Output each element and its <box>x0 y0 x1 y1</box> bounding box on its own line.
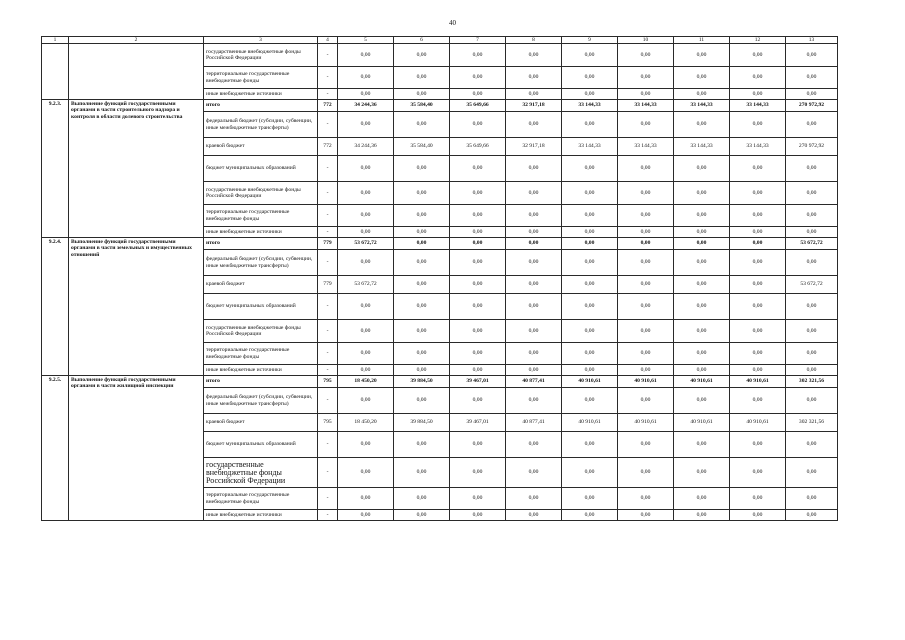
amount-cell: 0,00 <box>506 276 562 294</box>
amount-cell: 0,00 <box>730 432 786 458</box>
amount-cell: 0,00 <box>618 227 674 238</box>
budget-code: 795 <box>318 376 338 388</box>
amount-cell: 0,00 <box>450 44 506 67</box>
amount-cell: 0,00 <box>730 320 786 343</box>
amount-cell: 0,00 <box>506 294 562 320</box>
amount-cell: 0,00 <box>506 182 562 205</box>
amount-cell: 53 672,72 <box>338 276 394 294</box>
amount-cell: 0,00 <box>618 182 674 205</box>
column-number: 10 <box>618 37 674 44</box>
amount-cell: 33 144,33 <box>618 138 674 156</box>
amount-cell: 0,00 <box>674 294 730 320</box>
amount-cell: 40 910,61 <box>730 414 786 432</box>
column-number: 2 <box>69 37 204 44</box>
amount-cell: 0,00 <box>394 294 450 320</box>
table-row <box>42 238 838 250</box>
column-number: 6 <box>394 37 450 44</box>
amount-cell: 0,00 <box>618 89 674 100</box>
amount-cell: 0,00 <box>786 294 838 320</box>
amount-cell: 40 910,61 <box>618 414 674 432</box>
funding-source: бюджет муниципальных образований <box>204 156 318 182</box>
amount-cell: 0,00 <box>730 205 786 227</box>
column-number: 4 <box>318 37 338 44</box>
funding-source: федеральный бюджет (субсидии, субвенции, иные межбюджетные трансферты) <box>204 388 318 414</box>
amount-cell: 40 910,61 <box>618 376 674 388</box>
amount-cell: 0,00 <box>730 343 786 365</box>
item-code: 9.2.3. <box>42 100 69 238</box>
amount-cell: 0,00 <box>786 320 838 343</box>
funding-source: территориальные государственные внебюджетные фонды <box>204 67 318 89</box>
amount-cell: 0,00 <box>562 238 618 250</box>
funding-source: иные внебюджетные источники <box>204 510 318 521</box>
funding-source: иные внебюджетные источники <box>204 365 318 376</box>
amount-cell: 0,00 <box>730 182 786 205</box>
budget-code: 772 <box>318 138 338 156</box>
amount-cell: 0,00 <box>730 227 786 238</box>
budget-code: 772 <box>318 100 338 112</box>
amount-cell: 0,00 <box>674 510 730 521</box>
amount-cell: 0,00 <box>674 238 730 250</box>
amount-cell: 0,00 <box>394 238 450 250</box>
item-code: 9.2.5. <box>42 376 69 521</box>
item-title: Выполнение функций государственными органами в части земельных и имущественных отношений <box>69 238 204 376</box>
amount-cell: 0,00 <box>674 388 730 414</box>
amount-cell: 0,00 <box>338 488 394 510</box>
amount-cell: 0,00 <box>674 458 730 488</box>
amount-cell: 35 584,40 <box>394 138 450 156</box>
item-title <box>69 44 204 100</box>
amount-cell: 0,00 <box>338 250 394 276</box>
column-number: 7 <box>450 37 506 44</box>
amount-cell: 33 144,33 <box>674 138 730 156</box>
amount-cell: 0,00 <box>506 89 562 100</box>
budget-code: - <box>318 205 338 227</box>
funding-source: территориальные государственные внебюджетные фонды <box>204 343 318 365</box>
budget-code: - <box>318 294 338 320</box>
amount-cell: 0,00 <box>674 432 730 458</box>
amount-cell: 0,00 <box>450 510 506 521</box>
amount-cell: 0,00 <box>562 89 618 100</box>
budget-code: - <box>318 510 338 521</box>
table-row <box>42 376 838 388</box>
amount-cell: 0,00 <box>338 89 394 100</box>
amount-cell: 0,00 <box>450 156 506 182</box>
header-row <box>42 37 838 44</box>
budget-table <box>41 36 838 521</box>
amount-cell: 0,00 <box>506 388 562 414</box>
amount-cell: 0,00 <box>450 320 506 343</box>
amount-cell: 39 884,50 <box>394 414 450 432</box>
item-code <box>42 44 69 100</box>
budget-code: 795 <box>318 414 338 432</box>
amount-cell: 0,00 <box>338 388 394 414</box>
amount-cell: 0,00 <box>562 488 618 510</box>
amount-cell: 0,00 <box>394 182 450 205</box>
column-number: 1 <box>42 37 69 44</box>
budget-code: - <box>318 365 338 376</box>
amount-cell: 0,00 <box>618 112 674 138</box>
budget-code: - <box>318 320 338 343</box>
amount-cell: 302 321,56 <box>786 414 838 432</box>
amount-cell: 0,00 <box>730 44 786 67</box>
table-body <box>42 37 838 521</box>
column-number: 9 <box>562 37 618 44</box>
amount-cell: 0,00 <box>394 432 450 458</box>
amount-cell: 33 144,33 <box>674 100 730 112</box>
amount-cell: 0,00 <box>450 112 506 138</box>
amount-cell: 0,00 <box>506 343 562 365</box>
amount-cell: 0,00 <box>730 294 786 320</box>
budget-code: 779 <box>318 276 338 294</box>
amount-cell: 0,00 <box>338 44 394 67</box>
amount-cell: 0,00 <box>562 67 618 89</box>
amount-cell: 0,00 <box>450 343 506 365</box>
amount-cell: 40 910,61 <box>562 414 618 432</box>
amount-cell: 0,00 <box>562 388 618 414</box>
amount-cell: 0,00 <box>394 44 450 67</box>
amount-cell: 0,00 <box>786 227 838 238</box>
amount-cell: 0,00 <box>618 365 674 376</box>
amount-cell: 0,00 <box>450 182 506 205</box>
amount-cell: 0,00 <box>618 276 674 294</box>
page-number: 40 <box>449 19 456 27</box>
amount-cell: 0,00 <box>674 89 730 100</box>
amount-cell: 0,00 <box>618 320 674 343</box>
amount-cell: 0,00 <box>786 250 838 276</box>
amount-cell: 0,00 <box>786 458 838 488</box>
amount-cell: 0,00 <box>786 432 838 458</box>
amount-cell: 0,00 <box>674 67 730 89</box>
amount-cell: 0,00 <box>394 388 450 414</box>
item-title: Выполнение функций государственными органами в части строительного надзора и контроля в области долевого строительства <box>69 100 204 238</box>
amount-cell: 0,00 <box>730 365 786 376</box>
amount-cell: 0,00 <box>394 458 450 488</box>
amount-cell: 0,00 <box>674 44 730 67</box>
amount-cell: 0,00 <box>618 432 674 458</box>
amount-cell: 270 972,92 <box>786 138 838 156</box>
amount-cell: 0,00 <box>450 250 506 276</box>
amount-cell: 0,00 <box>618 294 674 320</box>
amount-cell: 0,00 <box>562 320 618 343</box>
column-number: 13 <box>786 37 838 44</box>
amount-cell: 0,00 <box>394 510 450 521</box>
amount-cell: 0,00 <box>506 112 562 138</box>
amount-cell: 0,00 <box>674 227 730 238</box>
funding-source: итого <box>204 376 318 388</box>
amount-cell: 0,00 <box>450 458 506 488</box>
amount-cell: 0,00 <box>394 343 450 365</box>
amount-cell: 0,00 <box>506 205 562 227</box>
amount-cell: 0,00 <box>506 510 562 521</box>
amount-cell: 53 672,72 <box>786 238 838 250</box>
amount-cell: 40 877,41 <box>506 414 562 432</box>
amount-cell: 40 910,61 <box>674 414 730 432</box>
funding-source: государственные внебюджетные фонды Российской Федерации <box>204 182 318 205</box>
budget-code: - <box>318 227 338 238</box>
amount-cell: 32 917,18 <box>506 100 562 112</box>
amount-cell: 0,00 <box>618 510 674 521</box>
amount-cell: 0,00 <box>506 458 562 488</box>
amount-cell: 0,00 <box>506 156 562 182</box>
amount-cell: 0,00 <box>562 510 618 521</box>
funding-source: бюджет муниципальных образований <box>204 294 318 320</box>
amount-cell: 34 244,36 <box>338 100 394 112</box>
amount-cell: 0,00 <box>786 67 838 89</box>
amount-cell: 0,00 <box>450 276 506 294</box>
amount-cell: 0,00 <box>674 488 730 510</box>
amount-cell: 0,00 <box>562 112 618 138</box>
amount-cell: 0,00 <box>786 388 838 414</box>
amount-cell: 18 450,20 <box>338 376 394 388</box>
amount-cell: 0,00 <box>506 488 562 510</box>
amount-cell: 302 321,56 <box>786 376 838 388</box>
column-number: 5 <box>338 37 394 44</box>
amount-cell: 0,00 <box>674 365 730 376</box>
amount-cell: 0,00 <box>730 388 786 414</box>
amount-cell: 39 467,01 <box>450 376 506 388</box>
amount-cell: 0,00 <box>618 343 674 365</box>
amount-cell: 0,00 <box>786 488 838 510</box>
funding-source: государственные внебюджетные фонды Российской Федерации <box>204 320 318 343</box>
budget-code: 779 <box>318 238 338 250</box>
amount-cell: 0,00 <box>338 510 394 521</box>
amount-cell: 0,00 <box>338 432 394 458</box>
amount-cell: 0,00 <box>786 182 838 205</box>
amount-cell: 270 972,92 <box>786 100 838 112</box>
amount-cell: 0,00 <box>338 227 394 238</box>
budget-code: - <box>318 67 338 89</box>
amount-cell: 53 672,72 <box>338 238 394 250</box>
budget-table-sheet <box>41 36 838 521</box>
amount-cell: 0,00 <box>394 250 450 276</box>
amount-cell: 53 672,72 <box>786 276 838 294</box>
amount-cell: 33 144,33 <box>562 138 618 156</box>
amount-cell: 34 244,36 <box>338 138 394 156</box>
budget-code: - <box>318 182 338 205</box>
amount-cell: 0,00 <box>786 112 838 138</box>
amount-cell: 0,00 <box>674 156 730 182</box>
amount-cell: 0,00 <box>450 388 506 414</box>
amount-cell: 0,00 <box>786 156 838 182</box>
amount-cell: 0,00 <box>450 432 506 458</box>
amount-cell: 0,00 <box>786 205 838 227</box>
amount-cell: 40 910,61 <box>562 376 618 388</box>
amount-cell: 35 649,66 <box>450 100 506 112</box>
amount-cell: 0,00 <box>730 156 786 182</box>
amount-cell: 0,00 <box>730 510 786 521</box>
funding-source: территориальные государственные внебюджетные фонды <box>204 205 318 227</box>
amount-cell: 0,00 <box>338 205 394 227</box>
funding-source: краевой бюджет <box>204 138 318 156</box>
funding-source: государственные внебюджетные фонды Российской Федерации <box>204 44 318 67</box>
amount-cell: 40 877,41 <box>506 376 562 388</box>
amount-cell: 0,00 <box>338 182 394 205</box>
funding-source: федеральный бюджет (субсидии, субвенции, иные межбюджетные трансферты) <box>204 250 318 276</box>
funding-source: территориальные государственные внебюджетные фонды <box>204 488 318 510</box>
amount-cell: 0,00 <box>786 44 838 67</box>
budget-code: - <box>318 89 338 100</box>
funding-source: государственные внебюджетные фонды Российской Федерации <box>204 458 318 488</box>
amount-cell: 33 144,33 <box>618 100 674 112</box>
amount-cell: 0,00 <box>450 227 506 238</box>
amount-cell: 0,00 <box>394 156 450 182</box>
amount-cell: 0,00 <box>618 67 674 89</box>
amount-cell: 0,00 <box>730 112 786 138</box>
amount-cell: 0,00 <box>394 67 450 89</box>
budget-code: - <box>318 156 338 182</box>
amount-cell: 0,00 <box>450 365 506 376</box>
budget-code: - <box>318 388 338 414</box>
amount-cell: 0,00 <box>562 44 618 67</box>
amount-cell: 0,00 <box>562 343 618 365</box>
amount-cell: 0,00 <box>730 238 786 250</box>
funding-source: федеральный бюджет (субсидии, субвенции, иные межбюджетные трансферты) <box>204 112 318 138</box>
amount-cell: 39 467,01 <box>450 414 506 432</box>
amount-cell: 35 649,66 <box>450 138 506 156</box>
funding-source: бюджет муниципальных образований <box>204 432 318 458</box>
amount-cell: 0,00 <box>394 320 450 343</box>
amount-cell: 0,00 <box>338 156 394 182</box>
amount-cell: 0,00 <box>730 89 786 100</box>
amount-cell: 35 584,40 <box>394 100 450 112</box>
amount-cell: 0,00 <box>786 510 838 521</box>
amount-cell: 0,00 <box>394 365 450 376</box>
amount-cell: 0,00 <box>394 112 450 138</box>
item-title: Выполнение функций государственными органами в части жилищной инспекции <box>69 376 204 521</box>
amount-cell: 0,00 <box>562 458 618 488</box>
amount-cell: 0,00 <box>674 320 730 343</box>
amount-cell: 0,00 <box>786 89 838 100</box>
amount-cell: 0,00 <box>450 205 506 227</box>
amount-cell: 0,00 <box>730 250 786 276</box>
amount-cell: 0,00 <box>338 112 394 138</box>
amount-cell: 0,00 <box>730 488 786 510</box>
funding-source: итого <box>204 238 318 250</box>
amount-cell: 0,00 <box>562 250 618 276</box>
amount-cell: 39 884,50 <box>394 376 450 388</box>
amount-cell: 18 450,20 <box>338 414 394 432</box>
funding-source: иные внебюджетные источники <box>204 227 318 238</box>
amount-cell: 0,00 <box>674 205 730 227</box>
amount-cell: 0,00 <box>506 227 562 238</box>
funding-source: краевой бюджет <box>204 414 318 432</box>
amount-cell: 0,00 <box>506 320 562 343</box>
column-number: 8 <box>506 37 562 44</box>
column-number: 12 <box>730 37 786 44</box>
amount-cell: 0,00 <box>674 182 730 205</box>
amount-cell: 0,00 <box>338 67 394 89</box>
column-number: 3 <box>204 37 318 44</box>
funding-source: краевой бюджет <box>204 276 318 294</box>
amount-cell: 40 910,61 <box>674 376 730 388</box>
amount-cell: 33 144,33 <box>730 100 786 112</box>
amount-cell: 0,00 <box>618 238 674 250</box>
budget-code: - <box>318 432 338 458</box>
amount-cell: 0,00 <box>562 294 618 320</box>
amount-cell: 0,00 <box>506 365 562 376</box>
amount-cell: 0,00 <box>730 458 786 488</box>
amount-cell: 0,00 <box>506 432 562 458</box>
amount-cell: 0,00 <box>394 205 450 227</box>
amount-cell: 0,00 <box>674 276 730 294</box>
amount-cell: 0,00 <box>618 156 674 182</box>
amount-cell: 0,00 <box>730 67 786 89</box>
amount-cell: 0,00 <box>450 89 506 100</box>
amount-cell: 0,00 <box>562 227 618 238</box>
amount-cell: 0,00 <box>674 343 730 365</box>
amount-cell: 0,00 <box>506 67 562 89</box>
amount-cell: 0,00 <box>338 320 394 343</box>
amount-cell: 0,00 <box>562 156 618 182</box>
budget-code: - <box>318 44 338 67</box>
amount-cell: 0,00 <box>450 294 506 320</box>
amount-cell: 0,00 <box>618 44 674 67</box>
amount-cell: 0,00 <box>450 238 506 250</box>
amount-cell: 0,00 <box>394 276 450 294</box>
amount-cell: 0,00 <box>618 458 674 488</box>
budget-code: - <box>318 250 338 276</box>
amount-cell: 32 917,18 <box>506 138 562 156</box>
amount-cell: 0,00 <box>338 458 394 488</box>
table-row <box>42 44 838 67</box>
amount-cell: 0,00 <box>618 388 674 414</box>
amount-cell: 0,00 <box>674 112 730 138</box>
amount-cell: 0,00 <box>674 250 730 276</box>
amount-cell: 0,00 <box>562 432 618 458</box>
amount-cell: 0,00 <box>562 365 618 376</box>
amount-cell: 0,00 <box>618 488 674 510</box>
funding-source: итого <box>204 100 318 112</box>
item-code: 9.2.4. <box>42 238 69 376</box>
amount-cell: 0,00 <box>394 488 450 510</box>
column-number: 11 <box>674 37 730 44</box>
amount-cell: 0,00 <box>338 365 394 376</box>
amount-cell: 0,00 <box>562 182 618 205</box>
budget-code: - <box>318 458 338 488</box>
budget-code: - <box>318 343 338 365</box>
amount-cell: 0,00 <box>450 488 506 510</box>
amount-cell: 0,00 <box>786 343 838 365</box>
budget-code: - <box>318 488 338 510</box>
amount-cell: 0,00 <box>506 250 562 276</box>
amount-cell: 0,00 <box>730 276 786 294</box>
amount-cell: 33 144,33 <box>562 100 618 112</box>
amount-cell: 0,00 <box>506 44 562 67</box>
amount-cell: 0,00 <box>450 67 506 89</box>
table-row <box>42 100 838 112</box>
amount-cell: 0,00 <box>562 276 618 294</box>
amount-cell: 0,00 <box>618 250 674 276</box>
amount-cell: 0,00 <box>394 89 450 100</box>
budget-code: - <box>318 112 338 138</box>
amount-cell: 0,00 <box>338 294 394 320</box>
amount-cell: 0,00 <box>562 205 618 227</box>
funding-source: иные внебюджетные источники <box>204 89 318 100</box>
amount-cell: 0,00 <box>338 343 394 365</box>
amount-cell: 40 910,61 <box>730 376 786 388</box>
amount-cell: 0,00 <box>506 238 562 250</box>
amount-cell: 0,00 <box>786 365 838 376</box>
amount-cell: 33 144,33 <box>730 138 786 156</box>
amount-cell: 0,00 <box>394 227 450 238</box>
amount-cell: 0,00 <box>618 205 674 227</box>
